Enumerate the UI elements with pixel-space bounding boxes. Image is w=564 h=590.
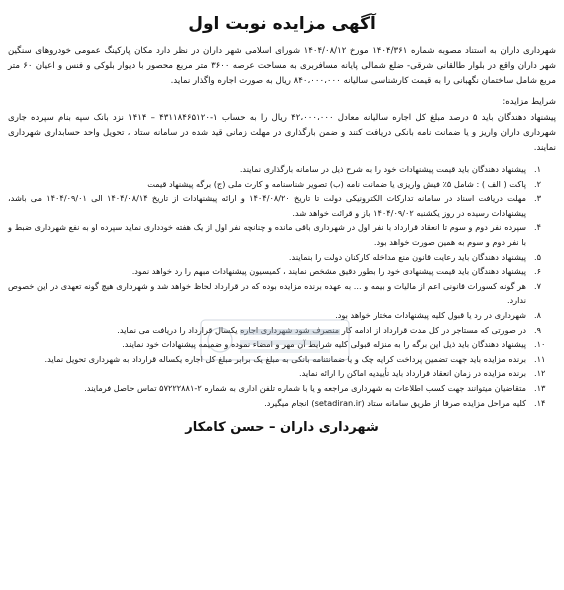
signature-line: شهرداری داران – حسن کامکار xyxy=(185,420,379,436)
item-number: ۱۱. xyxy=(534,353,546,364)
document-page xyxy=(0,14,564,590)
item-number: ۲. xyxy=(534,178,542,189)
item-text: برنده مزایده در زمان انعقاد قرارداد باید تأییدیه اماکن را ارائه نماید. xyxy=(298,368,526,379)
list-item xyxy=(8,323,556,338)
item-number: ۶. xyxy=(534,266,542,277)
item-text: کلیه مراحل مزایده صرفا از طریق سامانه ستاد (setadiran.ir) انجام میگیرد. xyxy=(264,397,526,408)
intro-paragraph: شهرداری داران به استناد مصوبه شماره ۱۴۰۴/۳۶۱ مورخ ۱۴۰۴/۰۸/۱۲ شورای اسلامی شهر داران در نظر دارد مکان پارکینگ عمومی خودروهای سنگین شهر داران واقع در بلوار طالقانی شرقی- ضلع شمالی پایانه مسافربری به مساحت عرصه ۳۶۰۰ متر مربع محصور با دیوار بلوکی و فنس و اعیان ۶۰ متر مربع شامل ساختمان نگهبانی را به قیمت کارشناسی سالیانه ۸۴۰،۰۰۰،۰۰۰ ریال به صورت اجاره واگذار نماید. xyxy=(8,46,556,86)
page-title: آگهی مزایده نوبت اول xyxy=(188,14,376,34)
list-item xyxy=(8,308,556,323)
item-text: شهرداری در رد یا قبول کلیه پیشنهادات مختار خواهد بود. xyxy=(335,309,526,320)
list-item xyxy=(8,220,556,249)
item-text: برنده مزایده باید جهت تضمین پرداخت کرایه چک و یا ضمانتنامه بانکی به مبلغ یک برابر مبلغ کل اجاره یکساله قرارداد به شهرداری تحویل نماید. xyxy=(44,353,526,364)
item-number: ۱۳. xyxy=(534,382,546,393)
list-item xyxy=(8,264,556,279)
item-text: پیشنهاد دهندگان باید قیمت پیشنهادات خود را به شرح ذیل در سامانه بارگذاری نمایند. xyxy=(239,164,526,174)
deposit-paragraph: پیشنهاد دهندگان باید ۵ درصد مبلغ کل اجاره سالیانه معادل ۴۲،۰۰۰،۰۰۰ ریال را به حساب ۱-۴۳۱۱۸۴۶۵۱۲۰ – ۱۴۱۴ نزد بانک سپه بنام سپرده جاری شهرداری داران واریز و یا ضمانت نامه بانکی دریافت کنند و ضمن بارگذاری در مهلت زمانی قید شده در سامانه ستاد ، تحویل واحد حسابداری شهرداری نمایند. xyxy=(8,113,556,153)
item-number: ۸. xyxy=(534,309,542,320)
list-item xyxy=(8,250,556,265)
item-text: مهلت دریافت اسناد در سامانه تدارکات الکترونیکی دولت تا تاریخ ۱۴۰۴/۰۸/۲۰ و ارائه پیشنهادات از تاریخ ۱۴۰۴/۰۸/۱۴ الی ۱۴۰۴/۰۹/۰۱ می باشد، پیشنهادات رسیده در روز یکشنبه ۱۴۰۴/۰۹/۰۲ باز و قرائت خواهد شد. xyxy=(8,193,526,218)
list-item xyxy=(8,396,556,411)
list-item xyxy=(8,381,556,396)
item-text: پیشنهاد دهندگان باید قیمت پیشنهادی خود را بطور دقیق مشخص نمایند ، کمیسیون پیشنهادات مبهم را رد خواهد نمود. xyxy=(131,266,526,277)
item-number: ۹. xyxy=(534,324,542,335)
item-text: هر گونه کسورات قانونی اعم از مالیات و بیمه و ... به عهده برنده مزایده بوده که در قرارداد لحاظ خواهد شد و شهرداری هیچ گونه تعهدی در این خصوص ندارد. xyxy=(8,280,526,306)
item-text: پیشنهاد دهندگان باید ذیل این برگه را به منزله قبولی کلیه شرایط آن مهر و امضاء نموده و ضمیمه پیشنهادات خود نمایند. xyxy=(122,339,526,350)
list-item xyxy=(8,191,556,220)
item-number: ۱۴. xyxy=(534,397,546,408)
item-text: پاکت ( الف ) : شامل ۵٪ فیش واریزی یا ضمانت نامه (ب) تصویر شناسنامه و کارت ملی (ج) برگه پیشنهاد قیمت xyxy=(147,178,526,189)
item-number: ۱. xyxy=(534,164,542,174)
item-text: در صورتی که مستاجر در کل مدت قرارداد از ادامه کار منصرف شود شهرداری اجاره یکسال قرارداد را دریافت می نماید. xyxy=(117,324,526,335)
list-item xyxy=(8,162,556,177)
item-number: ۷. xyxy=(534,280,542,291)
item-number: ۱۲. xyxy=(534,368,546,379)
list-item xyxy=(8,279,556,308)
item-number: ۴. xyxy=(534,222,542,233)
list-item xyxy=(8,366,556,381)
item-text: متقاضیان میتوانند جهت کسب اطلاعات به شهرداری مراجعه و یا با شماره تلفن اداری به شماره ۲-۵۷۲۲۲۸۸۱ تماس حاصل فرمایند. xyxy=(84,382,526,393)
item-number: ۳. xyxy=(534,193,542,204)
item-number: ۱۰. xyxy=(534,339,546,350)
item-text: پیشنهاد دهندگان باید رعایت قانون منع مداخله کارکنان دولت را بنمایند. xyxy=(288,251,526,262)
item-number: ۵. xyxy=(534,251,542,262)
list-item xyxy=(8,352,556,367)
list-item xyxy=(8,337,556,352)
item-text: سپرده نفر دوم و سوم تا انعقاد قرارداد با نفر اول در شهرداری باقی مانده و چنانچه نفر اول از یک هفته خودداری نماید سپرده او به نفع شهرداری ضبط و با نفر دوم و سوم به همین صورت خواهد بود. xyxy=(8,222,526,247)
list-item xyxy=(8,177,556,192)
conditions-heading: شرایط مزایده: xyxy=(502,97,556,107)
conditions-list xyxy=(8,162,556,410)
